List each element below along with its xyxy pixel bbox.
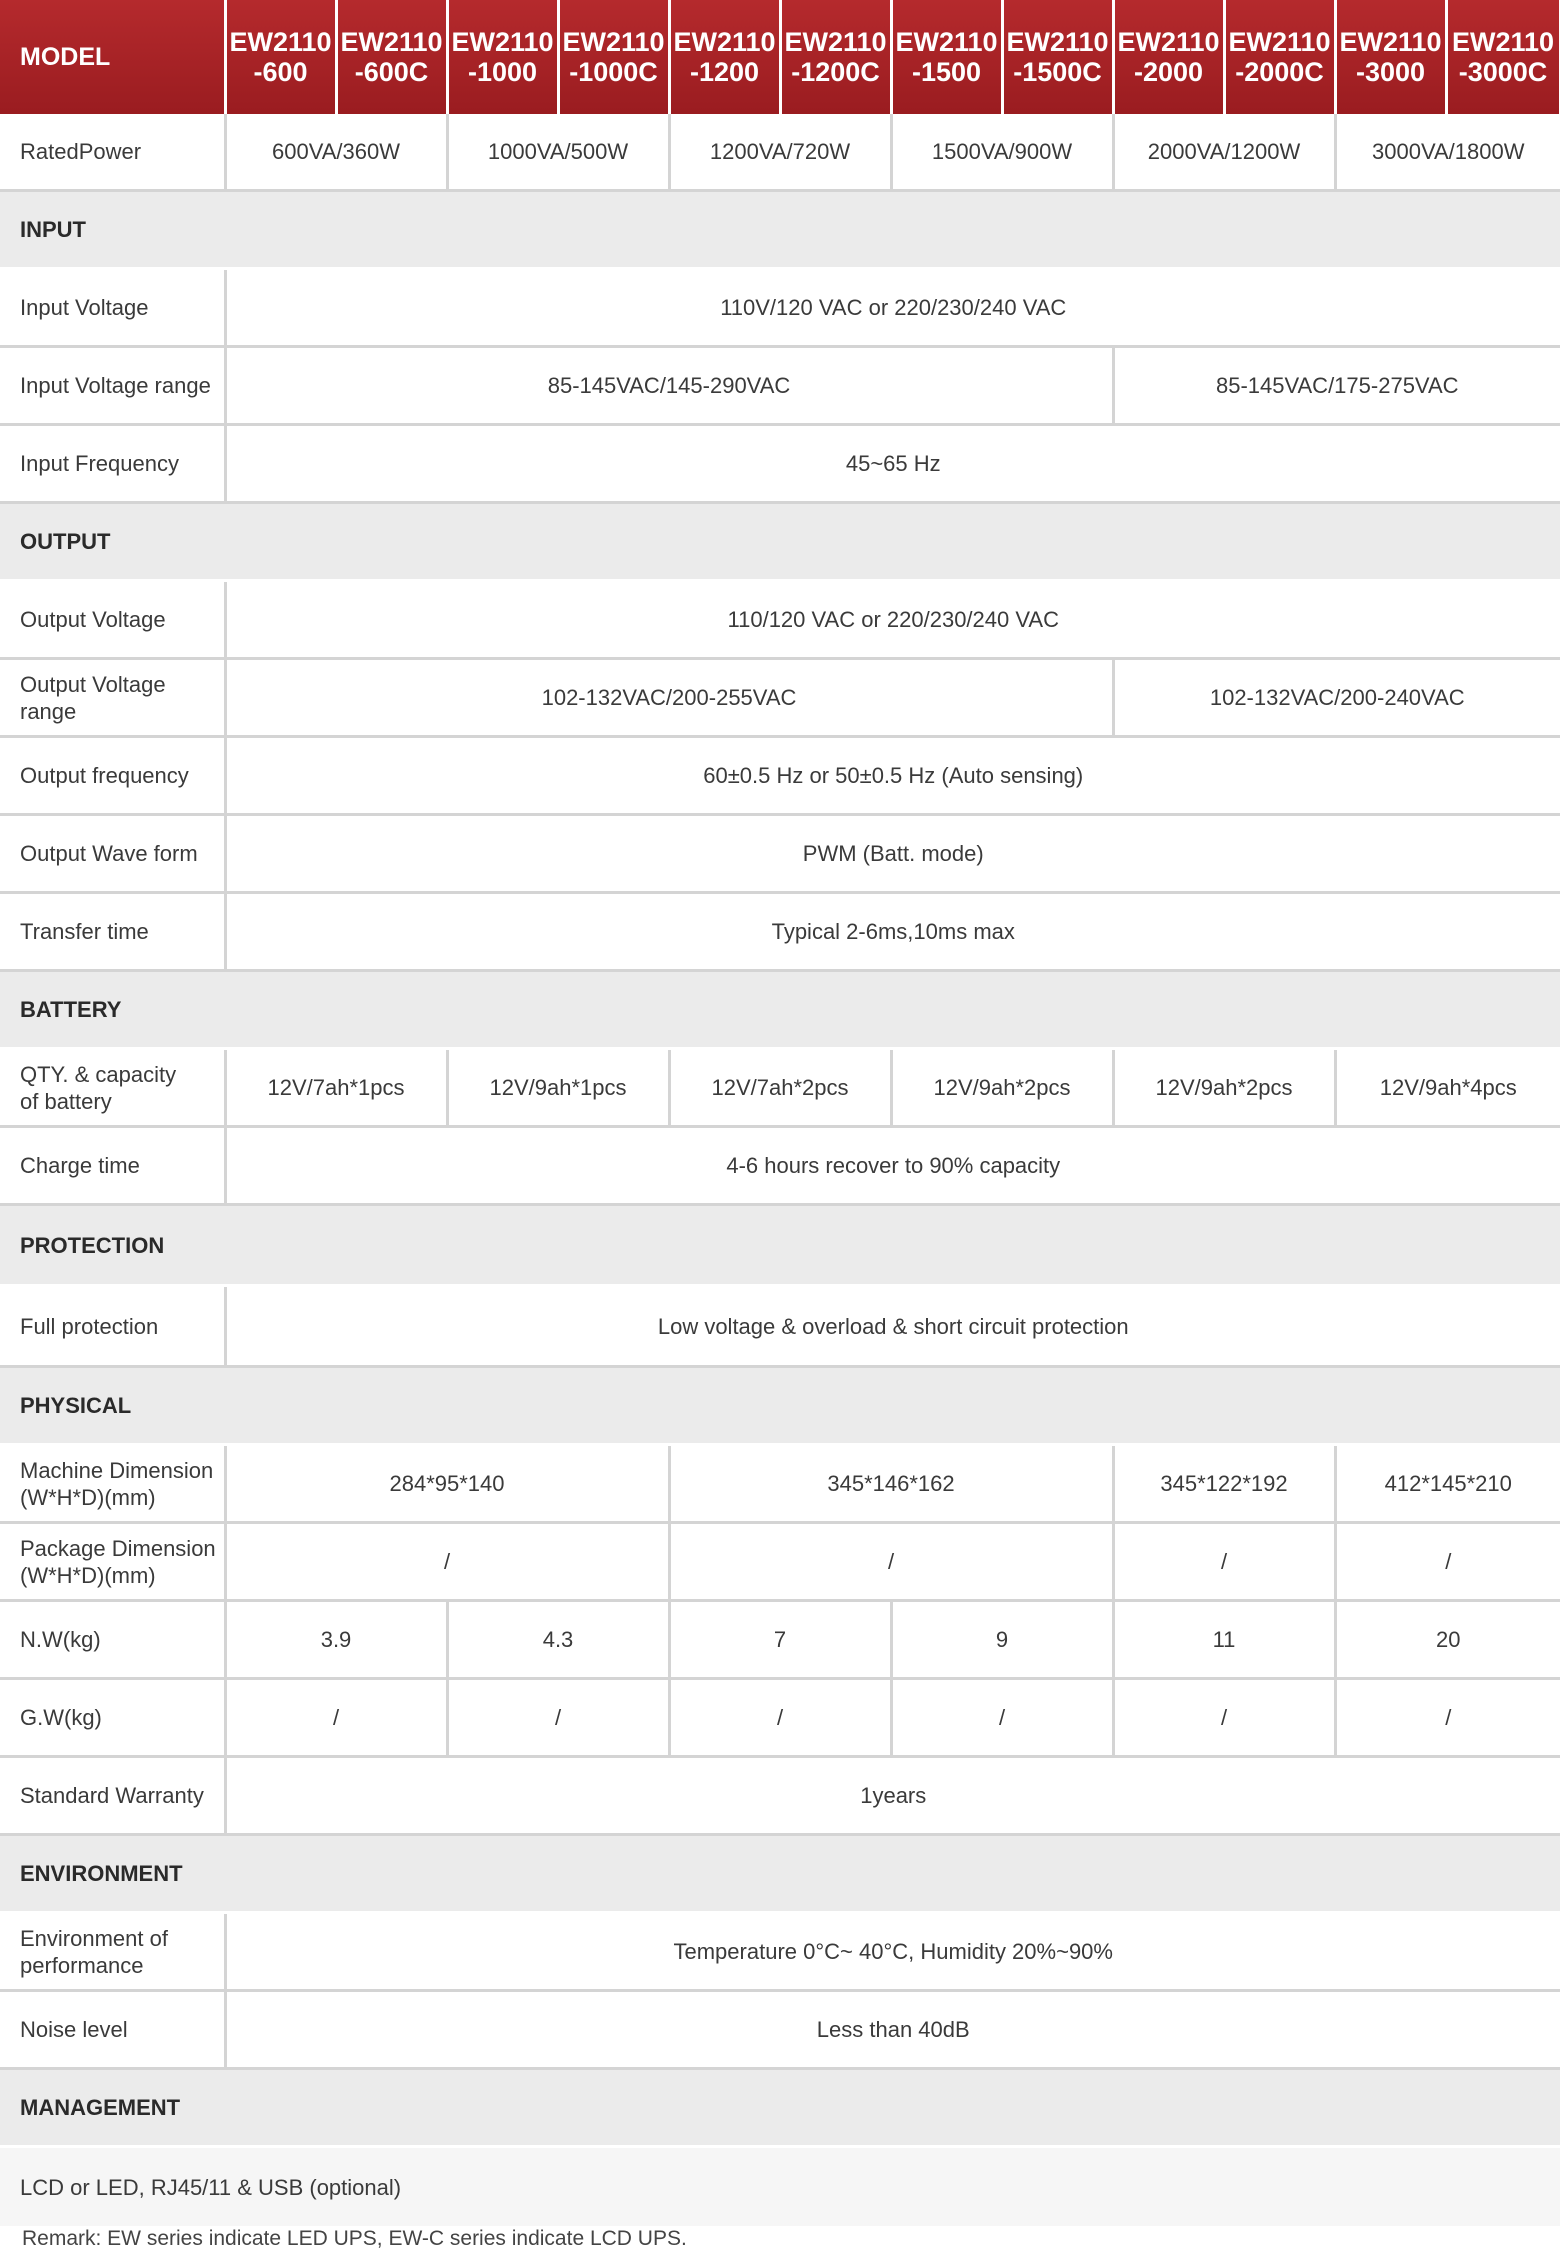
model-cell: EW2110 -1500 (891, 0, 1002, 114)
machine-dimension-cell: 284*95*140 (225, 1445, 669, 1523)
section-management (0, 2069, 1560, 2147)
transfer-time-row (0, 893, 1560, 971)
machine-dimension-cell: 345*146*162 (669, 1445, 1113, 1523)
battery-qty-cell: 12V/9ah*4pcs (1335, 1049, 1560, 1127)
section-title: PHYSICAL (0, 1367, 1560, 1445)
output-frequency-value: 60±0.5 Hz or 50±0.5 Hz (Auto sensing) (225, 737, 1560, 815)
row-label: Transfer time (0, 893, 225, 971)
section-title: BATTERY (0, 971, 1560, 1049)
battery-qty-row (0, 1049, 1560, 1127)
package-dimension-cell: / (1335, 1523, 1560, 1601)
output-waveform-row (0, 815, 1560, 893)
net-weight-cell: 20 (1335, 1601, 1560, 1679)
charge-time-row (0, 1127, 1560, 1205)
row-label: Environment of performance (0, 1913, 225, 1991)
output-frequency-row (0, 737, 1560, 815)
section-title: INPUT (0, 191, 1560, 269)
net-weight-cell: 7 (669, 1601, 891, 1679)
model-header-label: MODEL (0, 0, 225, 114)
output-range-value: 102-132VAC/200-240VAC (1113, 659, 1560, 737)
section-title: OUTPUT (0, 503, 1560, 581)
section-battery (0, 971, 1560, 1049)
row-label: Output Voltage range (0, 659, 225, 737)
environment-performance-value: Temperature 0°C~ 40°C, Humidity 20%~90% (225, 1913, 1560, 1991)
remark-note: Remark: EW series indicate LED UPS, EW-C series indicate LCD UPS. (22, 2227, 687, 2250)
model-cell: EW2110 -600 (225, 0, 336, 114)
row-label: Input Voltage range (0, 347, 225, 425)
section-physical (0, 1367, 1560, 1445)
management-value: LCD or LED, RJ45/11 & USB (optional) (0, 2147, 1560, 2227)
rated-power-row (0, 114, 1560, 191)
machine-dimension-cell: 345*122*192 (1113, 1445, 1335, 1523)
net-weight-cell: 11 (1113, 1601, 1335, 1679)
output-range-value: 102-132VAC/200-255VAC (225, 659, 1113, 737)
model-cell: EW2110 -2000C (1224, 0, 1335, 114)
net-weight-cell: 9 (891, 1601, 1113, 1679)
row-label: Package Dimension (W*H*D)(mm) (0, 1523, 225, 1601)
rated-power-cell: 600VA/360W (225, 114, 447, 191)
section-output (0, 503, 1560, 581)
package-dimension-cell: / (225, 1523, 669, 1601)
section-protection (0, 1205, 1560, 1286)
warranty-value: 1years (225, 1757, 1560, 1835)
input-frequency-row (0, 425, 1560, 503)
model-cell: EW2110 -2000 (1113, 0, 1224, 114)
gross-weight-cell: / (447, 1679, 669, 1757)
package-dimension-cell: / (669, 1523, 1113, 1601)
net-weight-cell: 3.9 (225, 1601, 447, 1679)
battery-qty-cell: 12V/7ah*2pcs (669, 1049, 891, 1127)
input-frequency-value: 45~65 Hz (225, 425, 1560, 503)
charge-time-value: 4-6 hours recover to 90% capacity (225, 1127, 1560, 1205)
row-label: Output frequency (0, 737, 225, 815)
row-label: Standard Warranty (0, 1757, 225, 1835)
model-cell: EW2110 -1200C (780, 0, 891, 114)
rated-power-cell: 1500VA/900W (891, 114, 1113, 191)
full-protection-row (0, 1286, 1560, 1367)
section-environment (0, 1835, 1560, 1913)
rated-power-cell: 3000VA/1800W (1335, 114, 1560, 191)
gross-weight-cell: / (225, 1679, 447, 1757)
output-voltage-range-row (0, 659, 1560, 737)
gross-weight-cell: / (1113, 1679, 1335, 1757)
model-cell: EW2110 -1500C (1002, 0, 1113, 114)
environment-performance-row (0, 1913, 1560, 1991)
rated-power-cell: 2000VA/1200W (1113, 114, 1335, 191)
gross-weight-cell: / (669, 1679, 891, 1757)
battery-qty-cell: 12V/9ah*2pcs (891, 1049, 1113, 1127)
battery-qty-cell: 12V/9ah*1pcs (447, 1049, 669, 1127)
model-cell: EW2110 -1000C (558, 0, 669, 114)
output-voltage-row (0, 581, 1560, 659)
gross-weight-row (0, 1679, 1560, 1757)
row-label: Output Wave form (0, 815, 225, 893)
model-cell: EW2110 -3000C (1446, 0, 1560, 114)
section-title: ENVIRONMENT (0, 1835, 1560, 1913)
noise-level-value: Less than 40dB (225, 1991, 1560, 2069)
section-title: MANAGEMENT (0, 2069, 1560, 2147)
output-voltage-value: 110/120 VAC or 220/230/240 VAC (225, 581, 1560, 659)
model-cell: EW2110 -3000 (1335, 0, 1446, 114)
machine-dimension-cell: 412*145*210 (1335, 1445, 1560, 1523)
row-label: Input Frequency (0, 425, 225, 503)
rated-power-cell: 1000VA/500W (447, 114, 669, 191)
row-label: QTY. & capacity of battery (0, 1049, 225, 1127)
model-header-row (0, 0, 1560, 114)
model-cell: EW2110 -600C (336, 0, 447, 114)
battery-qty-cell: 12V/9ah*2pcs (1113, 1049, 1335, 1127)
transfer-time-value: Typical 2-6ms,10ms max (225, 893, 1560, 971)
package-dimension-row (0, 1523, 1560, 1601)
input-voltage-value: 110V/120 VAC or 220/230/240 VAC (225, 269, 1560, 347)
row-label: Output Voltage (0, 581, 225, 659)
machine-dimension-row (0, 1445, 1560, 1523)
row-label: Input Voltage (0, 269, 225, 347)
noise-level-row (0, 1991, 1560, 2069)
row-label: G.W(kg) (0, 1679, 225, 1757)
row-label: RatedPower (0, 114, 225, 191)
section-title: PROTECTION (0, 1205, 1560, 1286)
net-weight-cell: 4.3 (447, 1601, 669, 1679)
row-label: Charge time (0, 1127, 225, 1205)
row-label: Noise level (0, 1991, 225, 2069)
package-dimension-cell: / (1113, 1523, 1335, 1601)
row-label: Machine Dimension (W*H*D)(mm) (0, 1445, 225, 1523)
model-cell: EW2110 -1200 (669, 0, 780, 114)
input-range-value: 85-145VAC/145-290VAC (225, 347, 1113, 425)
input-voltage-range-row (0, 347, 1560, 425)
input-range-value: 85-145VAC/175-275VAC (1113, 347, 1560, 425)
gross-weight-cell: / (891, 1679, 1113, 1757)
row-label: N.W(kg) (0, 1601, 225, 1679)
full-protection-value: Low voltage & overload & short circuit protection (225, 1286, 1560, 1367)
output-waveform-value: PWM (Batt. mode) (225, 815, 1560, 893)
section-input (0, 191, 1560, 269)
net-weight-row (0, 1601, 1560, 1679)
row-label: Full protection (0, 1286, 225, 1367)
model-cell: EW2110 -1000 (447, 0, 558, 114)
management-row (0, 2147, 1560, 2227)
warranty-row (0, 1757, 1560, 1835)
battery-qty-cell: 12V/7ah*1pcs (225, 1049, 447, 1127)
rated-power-cell: 1200VA/720W (669, 114, 891, 191)
input-voltage-row (0, 269, 1560, 347)
gross-weight-cell: / (1335, 1679, 1560, 1757)
